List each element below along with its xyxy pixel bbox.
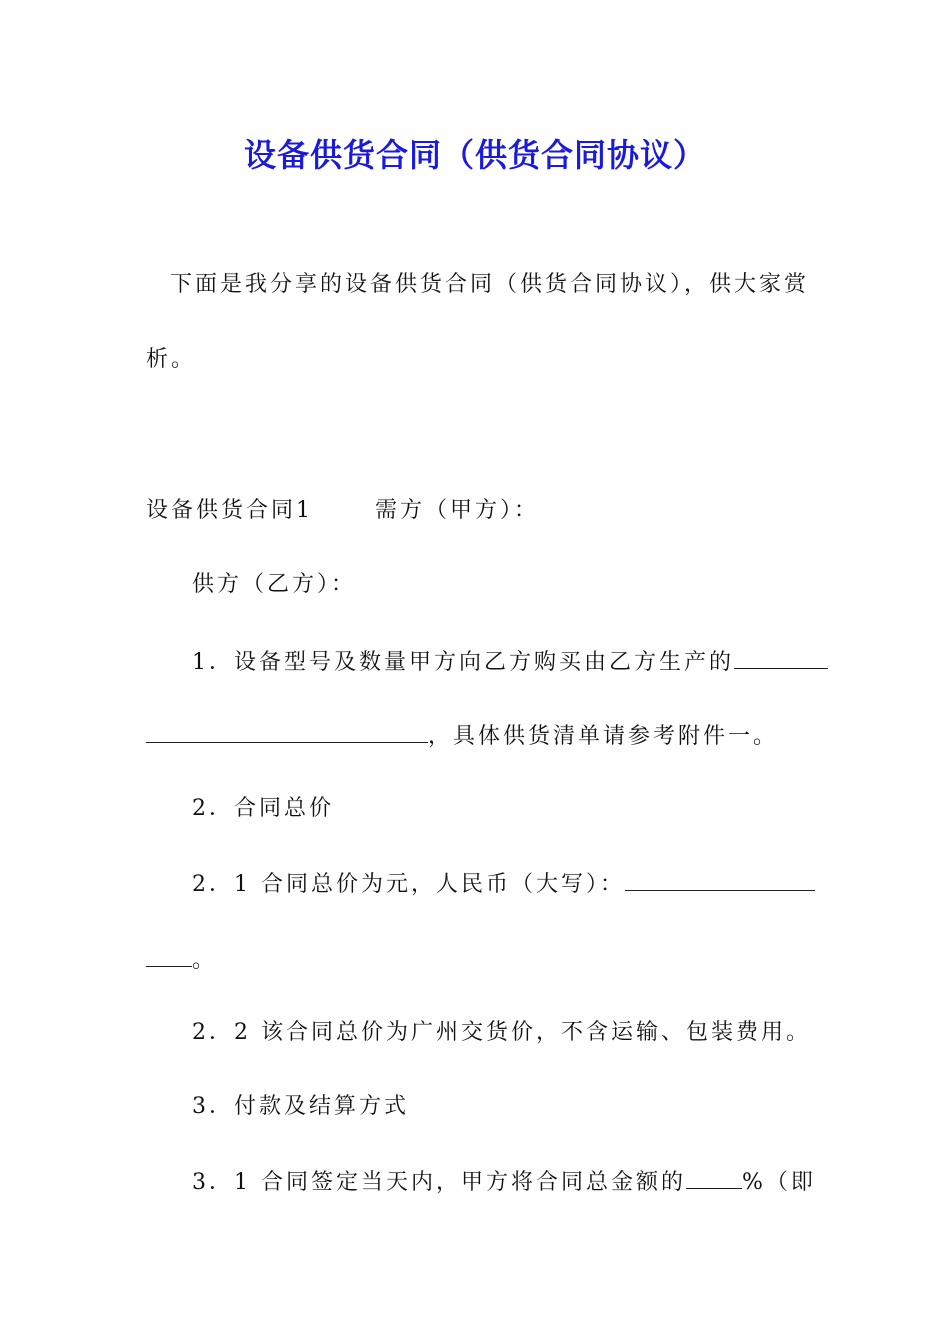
item-1-text-cont: ，具体供货清单请参考附件一。 — [428, 724, 779, 749]
item-1-line-1 — [192, 646, 828, 678]
item-2-heading: 2．合同总价 — [192, 796, 334, 821]
intro-line-2: 析。 — [146, 347, 197, 372]
item-2-2-text: 2．2 该合同总价为广州交货价，不含运输、包装费用。 — [192, 1020, 811, 1045]
intro-line-1: 下面是我分享的设备供货合同（供货合同协议），供大家赏 — [170, 272, 810, 297]
contract-heading-row — [146, 496, 539, 526]
fill-blank — [146, 944, 192, 967]
fill-blank — [686, 1166, 742, 1189]
item-1-line-2 — [146, 720, 778, 752]
buyer-label: 需方（甲方）： — [375, 498, 540, 523]
item-3-1-text: 3．1 合同签定当天内，甲方将合同总金额的 — [192, 1170, 686, 1195]
contract-heading: 设备供货合同1 — [146, 498, 313, 523]
item-2-1-text: 2．1 合同总价为元，人民币（大写）： — [192, 872, 625, 897]
item-3-1-line-1 — [192, 1166, 816, 1198]
fill-blank — [625, 868, 815, 891]
item-2-1-line-2 — [146, 944, 217, 976]
fill-blank — [146, 720, 428, 743]
item-3-heading: 3．付款及结算方式 — [192, 1094, 409, 1119]
document-title: 设备供货合同（供货合同协议） — [243, 136, 706, 174]
item-2-1-text-cont: 。 — [192, 948, 218, 973]
item-1-text: 1．设备型号及数量甲方向乙方购买由乙方生产的 — [192, 650, 734, 675]
fill-blank — [734, 646, 828, 669]
item-3-1-text-cont: %（即 — [742, 1170, 816, 1195]
supplier-label: 供方（乙方）： — [192, 572, 357, 597]
item-2-1-line-1 — [192, 868, 815, 900]
